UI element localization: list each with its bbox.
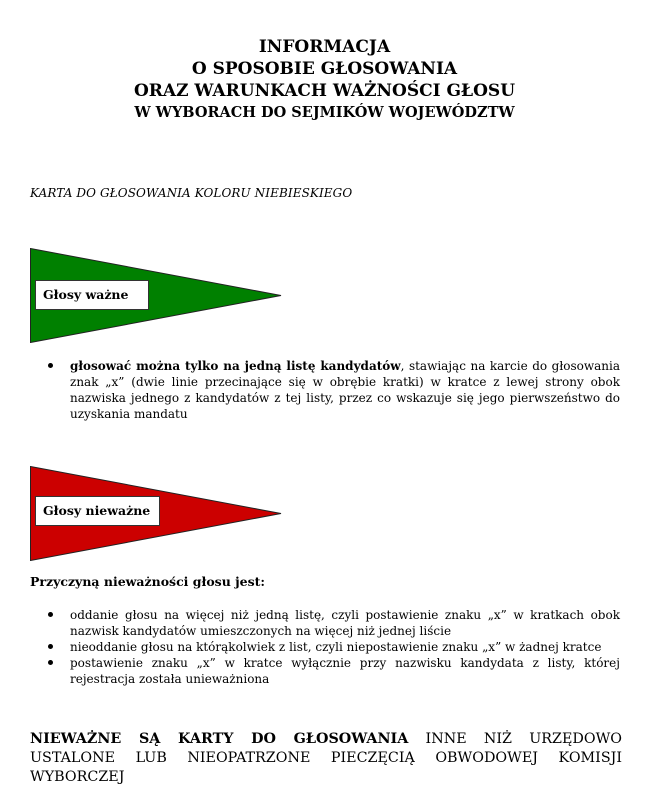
bullet-icon	[48, 660, 53, 665]
invalid-votes-pennant	[30, 466, 282, 561]
footer-bold: NIEWAŻNE SĄ KARTY DO GŁOSOWANIA	[30, 731, 409, 747]
list-item	[70, 639, 620, 655]
list-item-text: postawienie znaku „x” w kratce wyłącznie przy nazwisku kandydata z listy, której rejestracja została unieważniona	[70, 656, 620, 686]
bullet-icon	[48, 644, 53, 649]
list-item-text: , stawiając na karcie do głosowania znak „x” (dwie linie przecinające się w obrębie kratki) w kratce z lewej strony obok nazwiska jednego z kandydatów z tej listy, przez co wskazuje się jego pierwszeństwo do uzyskania mandatu	[70, 359, 620, 421]
heading-line-4: W WYBORACH DO SEJMIKÓW WOJEWÓDZTW	[134, 104, 515, 121]
list-item	[70, 358, 620, 422]
list-item-text: oddanie głosu na więcej niż jedną listę, czyli postawienie znaku „x” w kratkach obok nazwisk kandydatów umieszczonych na więcej niż jednej liście	[70, 608, 620, 638]
valid-votes-list	[30, 358, 620, 422]
invalid-ballots-note	[30, 730, 622, 787]
heading-line-2: O SPOSOBIE GŁOSOWANIA	[191, 59, 458, 79]
heading-line-3: ORAZ WARUNKACH WAŻNOŚCI GŁOSU	[133, 81, 516, 101]
list-item	[70, 607, 620, 639]
list-item-text: nieoddanie głosu na którąkolwiek z list, czyli niepostawienie znaku „x” w żadnej kratce	[70, 640, 602, 654]
ballot-color-note: KARTA DO GŁOSOWANIA KOLORU NIEBIESKIEGO	[30, 186, 353, 200]
bullet-icon	[48, 612, 53, 617]
list-item	[70, 655, 620, 687]
valid-votes-label: Głosy ważne	[35, 280, 149, 310]
heading-line-1: INFORMACJA	[258, 37, 391, 57]
bullet-icon	[48, 363, 53, 368]
footer-text: INNE NIŻ URZĘDOWO USTALONE LUB NIEOPATRZONE PIECZĘCIĄ OBWODOWEJ KOMISJI WYBORCZEJ	[30, 731, 622, 785]
invalid-votes-list	[30, 607, 620, 687]
invalid-votes-label: Głosy nieważne	[35, 496, 160, 526]
valid-votes-pennant	[30, 248, 282, 343]
list-item-bold: głosować można tylko na jedną listę kandydatów	[70, 359, 401, 373]
invalid-reason-heading: Przyczyną nieważności głosu jest:	[30, 574, 266, 589]
